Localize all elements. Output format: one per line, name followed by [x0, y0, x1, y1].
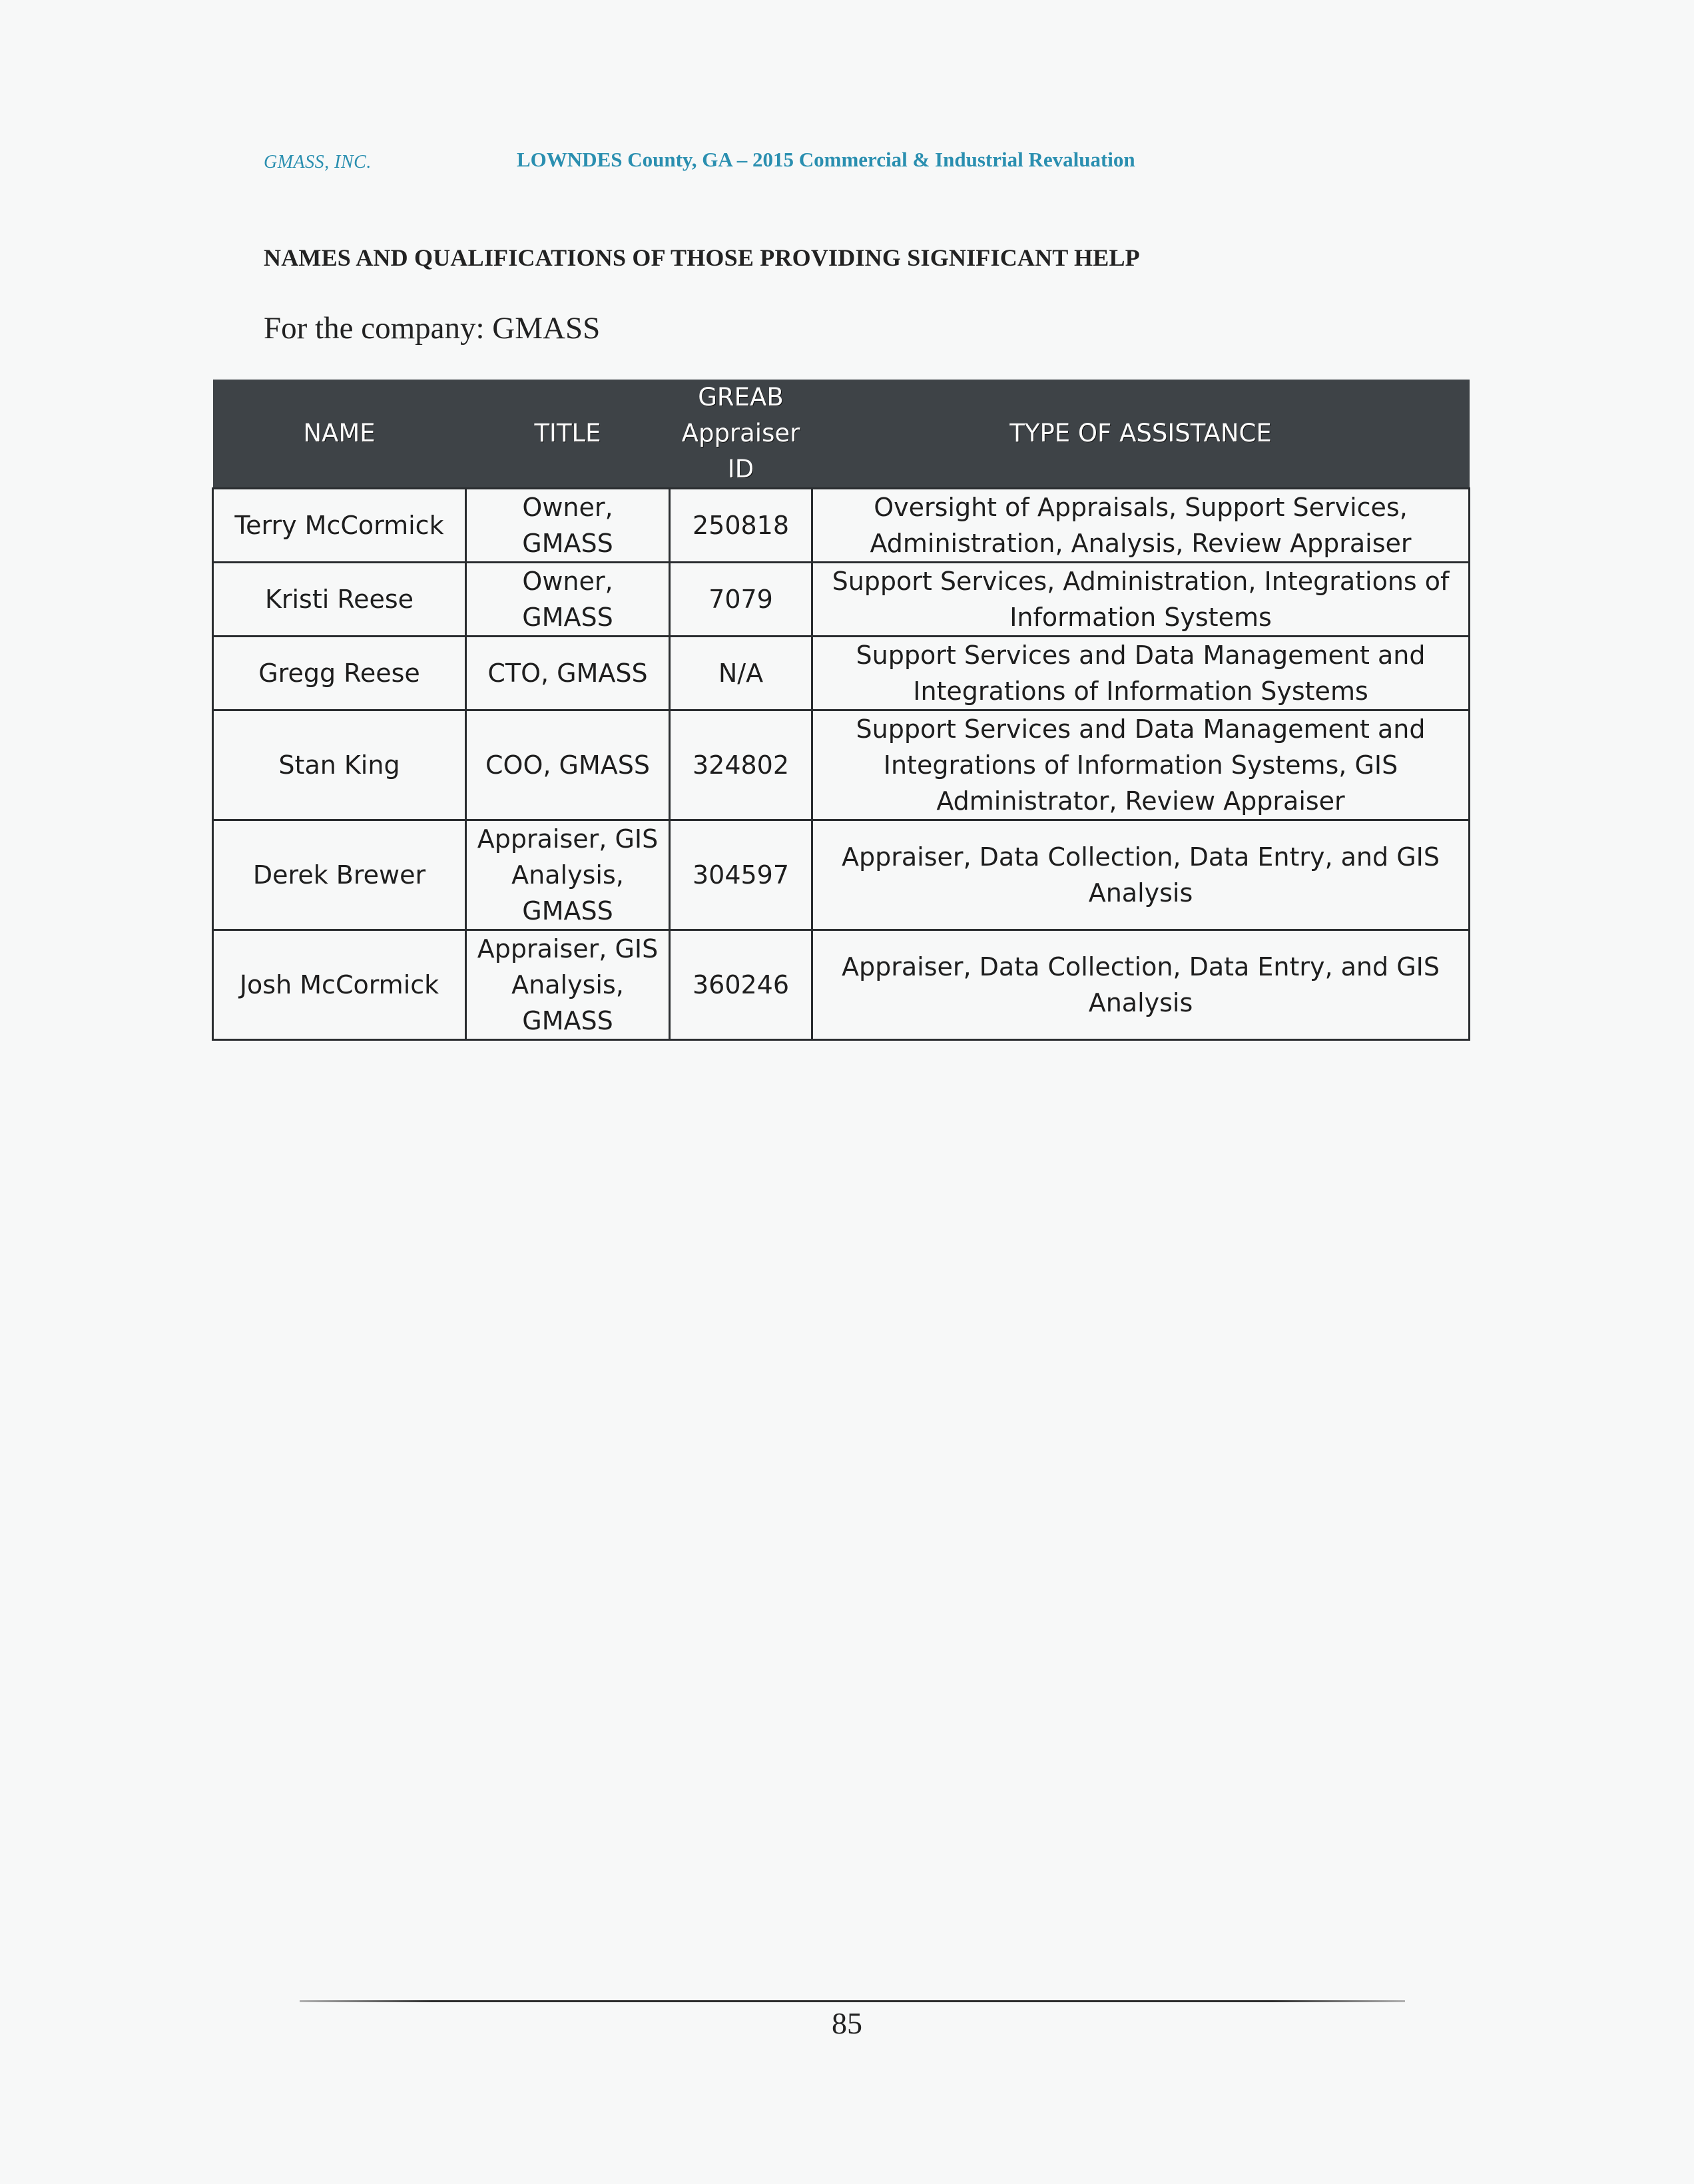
cell-type-of-assistance: Appraiser, Data Collection, Data Entry, and GIS Analysis: [812, 930, 1470, 1040]
cell-appraiser-id: 7079: [670, 563, 812, 637]
table-row: [213, 637, 1470, 710]
column-header-name: NAME: [213, 380, 466, 489]
page-number: 85: [832, 2006, 862, 2040]
table-header: [213, 380, 1470, 489]
section-heading: NAMES AND QUALIFICATIONS OF THOSE PROVIDING SIGNIFICANT HELP: [264, 244, 1140, 271]
cell-appraiser-id: N/A: [670, 637, 812, 710]
cell-name: Stan King: [213, 710, 466, 820]
header-report-title: LOWNDES County, GA – 2015 Commercial & Industrial Revaluation: [517, 148, 1135, 171]
header-company-name: GMASS, INC.: [264, 152, 372, 172]
running-header: [264, 148, 1462, 174]
table-body: [213, 489, 1470, 1040]
column-header-id-line3: ID: [727, 455, 754, 483]
cell-title: Appraiser, GIS Analysis, GMASS: [466, 930, 670, 1040]
cell-type-of-assistance: Oversight of Appraisals, Support Services, Administration, Analysis, Review Appraiser: [812, 489, 1470, 563]
staff-qualifications-table: [212, 380, 1470, 1041]
cell-name: Derek Brewer: [213, 820, 466, 930]
table-row: [213, 489, 1470, 563]
column-header-id-line1: GREAB: [698, 383, 784, 411]
footer-divider: [300, 2000, 1405, 2002]
cell-appraiser-id: 304597: [670, 820, 812, 930]
table-header-row: [213, 380, 1470, 489]
column-header-title: TITLE: [466, 380, 670, 489]
cell-appraiser-id: 250818: [670, 489, 812, 563]
cell-title: COO, GMASS: [466, 710, 670, 820]
cell-name: Terry McCormick: [213, 489, 466, 563]
column-header-type-of-assistance: TYPE OF ASSISTANCE: [812, 380, 1470, 489]
cell-title: Appraiser, GIS Analysis, GMASS: [466, 820, 670, 930]
cell-name: Gregg Reese: [213, 637, 466, 710]
cell-title: Owner, GMASS: [466, 563, 670, 637]
table-row: [213, 820, 1470, 930]
cell-appraiser-id: 324802: [670, 710, 812, 820]
cell-title: Owner, GMASS: [466, 489, 670, 563]
cell-type-of-assistance: Appraiser, Data Collection, Data Entry, and GIS Analysis: [812, 820, 1470, 930]
column-header-appraiser-id: [670, 380, 812, 489]
table-row: [213, 710, 1470, 820]
cell-type-of-assistance: Support Services and Data Management and Integrations of Information Systems, GIS Administrator, Review Appraiser: [812, 710, 1470, 820]
cell-appraiser-id: 360246: [670, 930, 812, 1040]
company-line: For the company: GMASS: [264, 311, 601, 346]
cell-name: Kristi Reese: [213, 563, 466, 637]
cell-type-of-assistance: Support Services and Data Management and Integrations of Information Systems: [812, 637, 1470, 710]
cell-name: Josh McCormick: [213, 930, 466, 1040]
table-row: [213, 563, 1470, 637]
table-row: [213, 930, 1470, 1040]
column-header-id-line2: Appraiser: [681, 419, 800, 447]
cell-title: CTO, GMASS: [466, 637, 670, 710]
cell-type-of-assistance: Support Services, Administration, Integrations of Information Systems: [812, 563, 1470, 637]
